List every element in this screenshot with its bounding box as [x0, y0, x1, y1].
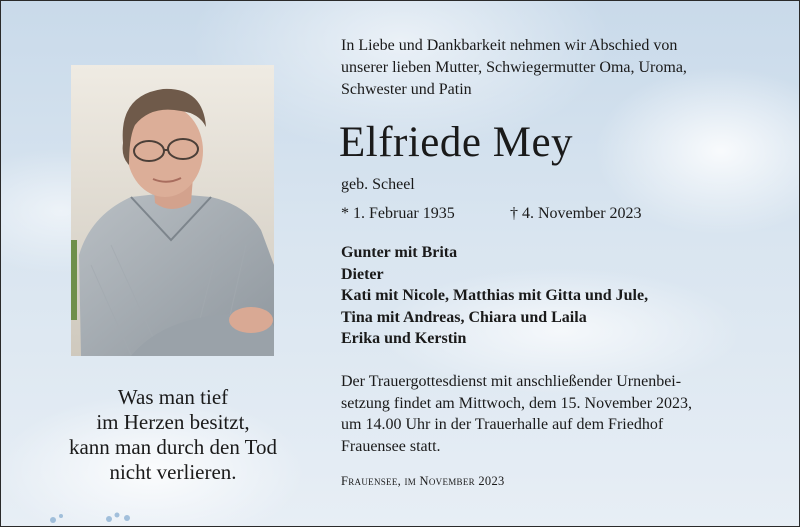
intro-line: Schwester und Patin: [341, 81, 472, 98]
quote-line: kann man durch den Tod: [68, 435, 278, 459]
family-line: Tina mit Andreas, Chiara und Laila: [341, 308, 587, 326]
family-list: [341, 242, 648, 350]
quote-line: im Herzen besitzt,: [96, 410, 250, 434]
family-line: Dieter: [341, 265, 384, 283]
memorial-quote: [21, 385, 325, 485]
intro-line: In Liebe und Dankbarkeit nehmen wir Abschied von: [341, 37, 678, 54]
place-and-date: Frauensee, im November 2023: [341, 474, 505, 488]
death-date: † 4. November 2023: [510, 205, 642, 222]
quote-line: nicht verlieren.: [109, 460, 237, 484]
family-line: Kati mit Nicole, Matthias mit Gitta und Jule,: [341, 287, 649, 304]
family-line: Gunter mit Brita: [341, 244, 458, 261]
intro-text: [341, 35, 781, 101]
service-line: Der Trauergottesdienst mit anschließender Urnenbei-: [341, 373, 682, 390]
family-line: Erika und Kerstin: [341, 330, 467, 347]
service-line: setzung findet am Mittwoch, dem 15. November 2023,: [341, 394, 693, 412]
service-info: [341, 371, 692, 457]
portrait-illustration: [71, 65, 274, 356]
birth-date: * 1. Februar 1935: [341, 205, 455, 222]
deceased-name: Elfriede Mey: [339, 119, 574, 166]
portrait-photo: [71, 65, 274, 356]
intro-line: unserer lieben Mutter, Schwiegermutter Oma, Uroma,: [341, 59, 687, 76]
service-line: um 14.00 Uhr in der Trauerhalle auf dem Friedhof: [341, 416, 664, 433]
quote-line: Was man tief: [117, 385, 229, 409]
life-dates: [341, 204, 642, 224]
birth-name: geb. Scheel: [341, 176, 415, 193]
flower-ornament: [41, 506, 151, 527]
service-line: Frauensee statt.: [341, 437, 441, 455]
